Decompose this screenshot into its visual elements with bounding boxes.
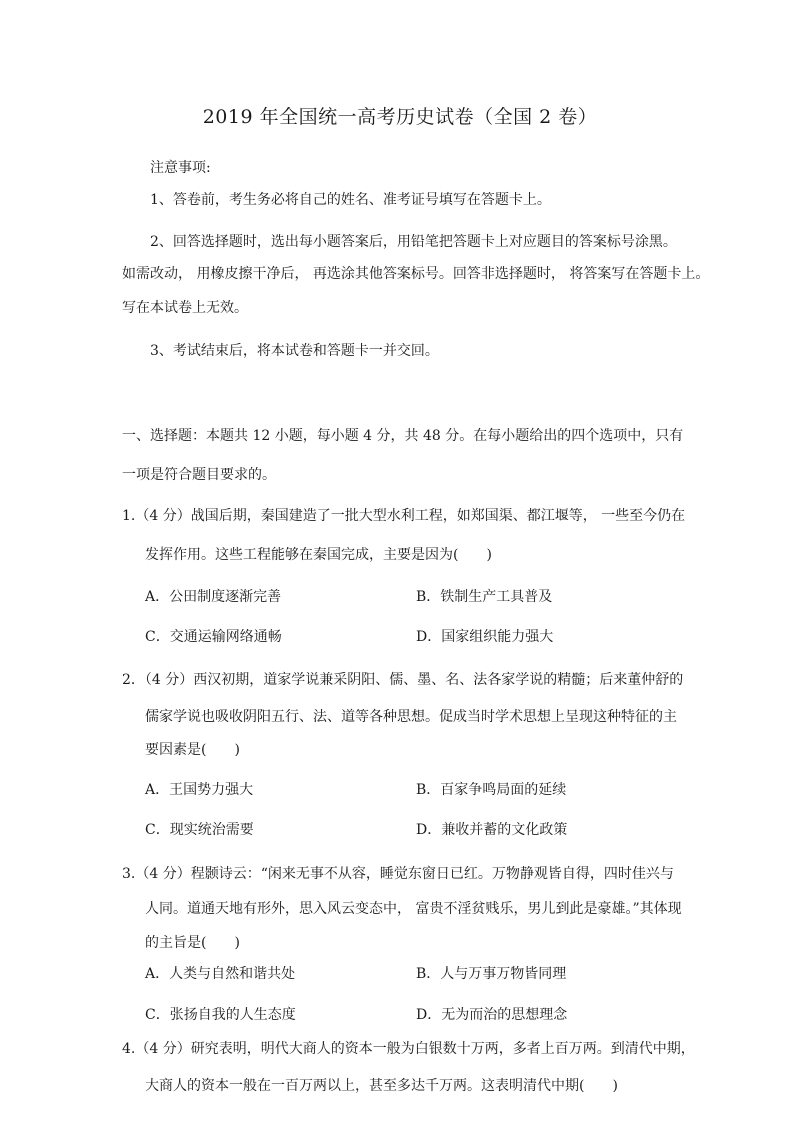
notice-item-3: 3、考试结束后，将本试卷和答题卡一并交回。: [150, 343, 439, 359]
notice-item-2-line-2: 如需改动， 用橡皮擦干净后， 再选涂其他答案标号。回答非选择题时， 将答案写在答题卡上。: [122, 266, 710, 282]
section-heading-line-2: 一项是符合题目要求的。: [122, 467, 276, 483]
question-2-option-b: B．百家争鸣局面的延续: [416, 782, 567, 798]
notice-item-2-line-1: 2、回答选择题时，选出每小题答案后，用铅笔把答题卡上对应题目的答案标号涂黑。: [150, 234, 677, 250]
notice-item-1: 1、答卷前，考生务必将自己的姓名、准考证号填写在答题卡上。: [150, 192, 551, 208]
question-1-line-2: 发挥作用。这些工程能够在秦国完成，主要是因为( ): [145, 547, 492, 563]
question-2-line-2: 儒家学说也吸收阴阳五行、法、道等各种思想。促成当时学术思想上呈现这种特征的主: [145, 709, 677, 725]
section-heading-line-1: 一、选择题：本题共 12 小题，每小题 4 分，共 48 分。在每小题给出的四个选项中，只有: [122, 428, 684, 444]
question-1-option-d: D．国家组织能力强大: [416, 629, 554, 645]
question-4-line-1: 4.（4 分）研究表明，明代大商人的资本一般为白银数十万两，多者上百万两。到清代中期，: [122, 1041, 695, 1057]
question-2-option-d: D．兼收并蓄的文化政策: [416, 822, 568, 838]
question-3-line-2: 人同。道通天地有形外，思入风云变态中， 富贵不淫贫贱乐，男儿到此是豪雄。”其体现: [145, 901, 682, 917]
question-1-option-a: A．公田制度逐渐完善: [145, 589, 282, 605]
question-3-line-3: 的主旨是( ): [145, 935, 240, 951]
question-2-option-a: A．王国势力强大: [145, 782, 254, 798]
question-3-line-1: 3.（4 分）程颢诗云：“闲来无事不从容，睡觉东窗日已红。万物静观皆自得，四时佳兴与: [122, 866, 674, 882]
question-2-option-c: C．现实统治需要: [145, 822, 254, 838]
question-3-option-d: D．无为而治的思想理念: [416, 1007, 568, 1023]
question-3-option-b: B．人与万事万物皆同理: [416, 966, 567, 982]
question-3-option-c: C．张扬自我的人生态度: [145, 1007, 296, 1023]
question-2-line-1: 2．（4 分）西汉初期，道家学说兼采阴阳、儒、墨、名、法各家学说的精髓；后来董仲舒的: [122, 672, 684, 688]
notice-item-2-line-3: 写在本试卷上无效。: [122, 300, 248, 316]
notice-heading: 注意事项:: [150, 160, 211, 176]
question-3-option-a: A．人类与自然和谐共处: [145, 966, 296, 982]
page-title: 2019 年全国统一高考历史试卷（全国 2 卷）: [202, 106, 598, 128]
question-1-option-c: C．交通运输网络通畅: [145, 629, 282, 645]
question-1-line-1: 1.（4 分）战国后期，秦国建造了一批大型水利工程，如郑国渠、都江堰等， 一些至今仍在: [122, 508, 686, 524]
question-1-option-b: B．铁制生产工具普及: [416, 589, 553, 605]
question-2-line-3: 要因素是( ): [145, 742, 240, 758]
question-4-line-2: 大商人的资本一般在一百万两以上，甚至多达千万两。这表明清代中期( ): [145, 1078, 618, 1094]
